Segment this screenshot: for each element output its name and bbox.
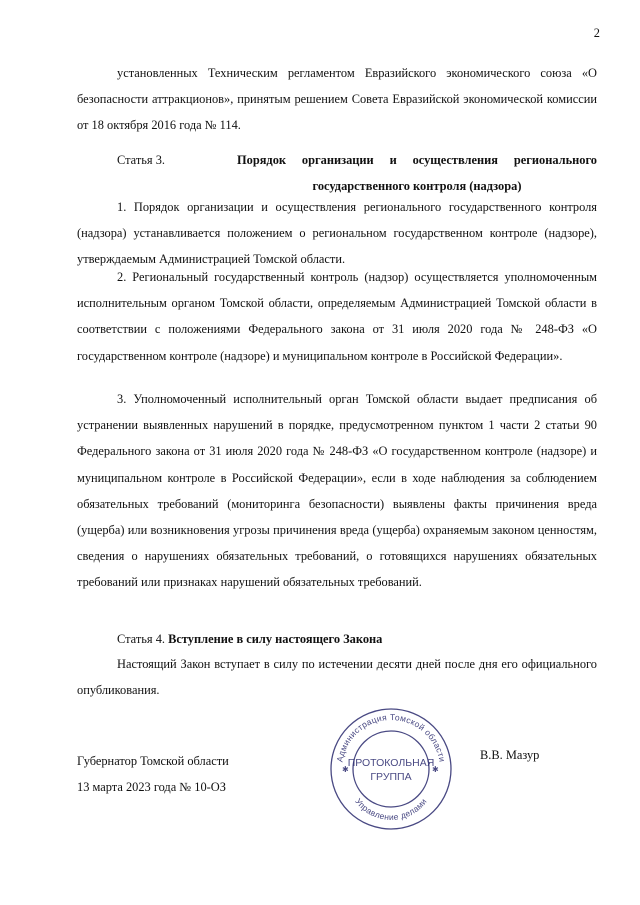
signatory-position: Губернатор Томской области	[77, 754, 229, 768]
article4-heading	[77, 626, 597, 652]
page-number: 2	[593, 26, 600, 40]
signatory-name: В.В. Мазур	[480, 748, 540, 762]
stamp-ring-text-bottom: Управление делами	[353, 796, 429, 823]
article4-label: Статья 4.	[117, 632, 166, 646]
stamp-center-line-1: ПРОТОКОЛЬНАЯ	[347, 757, 435, 769]
article3-title: Порядок организации и осуществления регионального государственного контроля (надзора)	[237, 153, 597, 194]
article3-paragraph-1: 1. Порядок организации и осуществления регионального государственного контроля (надзора) устанавливается положением о региональном государственном контроле (надзоре), утверждаемым Администрацией Томской области.	[77, 200, 597, 267]
article4-paragraph: Настоящий Закон вступает в силу по истечении десяти дней после дня его официального опубликования.	[77, 657, 597, 698]
article3-paragraph-3: 3. Уполномоченный исполнительный орган Томской области выдает предписания об устранении выявленных нарушений в порядке, предусмотренном пунктом 1 части 2 статьи 90 Федерального закона от 31 июля 2020 года № 248-ФЗ «О государственном контроле (надзоре) и муниципальном контроле в Российской Федерации», если в ходе наблюдения за соблюдением обязательных требований (мониторинга безопасности) выявлены факты причинения вреда (ущерба) или возникновения угрозы причинения вреда (ущерба) охраняемым законом ценностям, сведения о нарушениях обязательных требований, о готовящихся нарушениях обязательных требований или признаках нарушений обязательных требований.	[77, 392, 597, 590]
intro-paragraph: установленных Техническим регламентом Евразийского экономического союза «О безопасности аттракционов», принятым решением Совета Евразийской экономической комиссии от 18 октября 2016 года № 114.	[77, 66, 597, 133]
stamp-ring-text-top: Администрация Томской области	[334, 711, 448, 763]
article3-label: Статья 3.	[117, 153, 166, 167]
stamp-star-left: ✱	[342, 765, 349, 774]
stamp-star-right: ✱	[432, 765, 439, 774]
stamp-center-line-2: ГРУППА	[370, 771, 412, 783]
official-stamp	[328, 706, 454, 832]
article4-title: Вступление в силу настоящего Закона	[168, 632, 383, 646]
article3-heading	[77, 147, 597, 199]
signature-block	[77, 748, 229, 800]
law-date-number: 13 марта 2023 года № 10-ОЗ	[77, 780, 226, 794]
article3-paragraph-2: 2. Региональный государственный контроль (надзор) осуществляется уполномоченным исполнительным органом Томской области, определяемым Администрацией Томской области в соответствии с положениями Федерального закона от 31 июля 2020 года № 248-ФЗ «О государственном контроле (надзоре) и муниципальном контроле в Российской Федерации».	[77, 270, 597, 363]
stamp-inner-ring	[353, 731, 429, 807]
